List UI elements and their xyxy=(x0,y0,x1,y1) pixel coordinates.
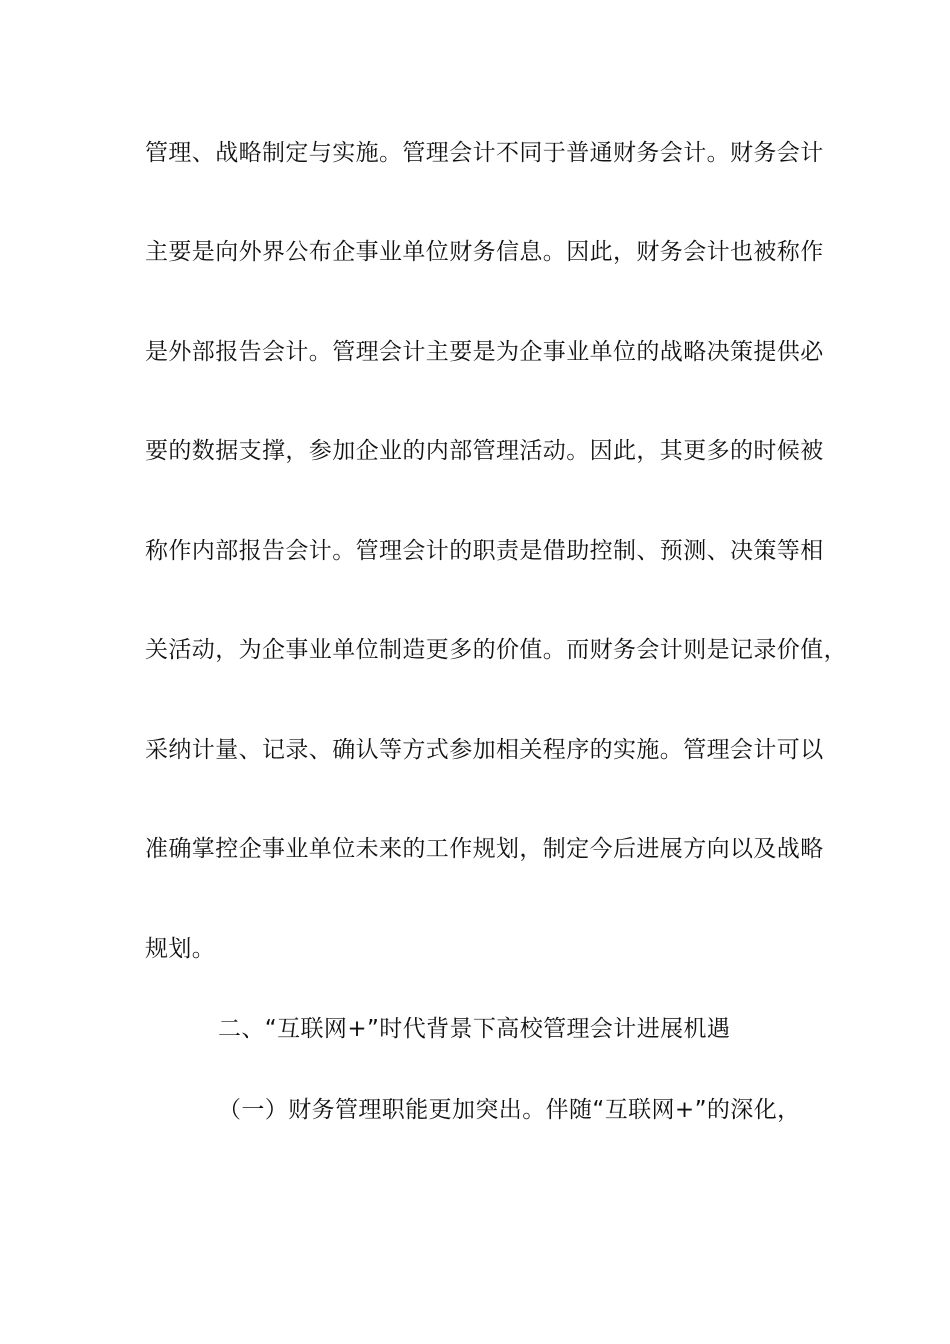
section-heading: 二、“互联网+”时代背景下高校管理会计进展机遇 xyxy=(218,1016,731,1042)
paragraph-line: 规划。 xyxy=(145,936,216,962)
subsection-line: （一）财务管理职能更加突出。伴随“互联网+”的深化， xyxy=(218,1097,801,1123)
paragraph-line: 准确掌控企事业单位未来的工作规划，制定今后进展方向以及战略 xyxy=(145,836,824,862)
paragraph-line: 称作内部报告会计。管理会计的职责是借助控制、预测、决策等相 xyxy=(145,538,824,564)
paragraph-line: 是外部报告会计。管理会计主要是为企事业单位的战略决策提供必 xyxy=(145,339,824,365)
paragraph-line: 要的数据支撑，参加企业的内部管理活动。因此，其更多的时候被 xyxy=(145,438,824,464)
paragraph-line: 管理、战略制定与实施。管理会计不同于普通财务会计。财务会计 xyxy=(145,140,824,166)
paragraph-line: 采纳计量、记录、确认等方式参加相关程序的实施。管理会计可以 xyxy=(145,737,824,763)
paragraph-line: 主要是向外界公布企事业单位财务信息。因此，财务会计也被称作 xyxy=(145,239,824,265)
paragraph-line: 关活动，为企事业单位制造更多的价值。而财务会计则是记录价值， xyxy=(145,637,847,663)
